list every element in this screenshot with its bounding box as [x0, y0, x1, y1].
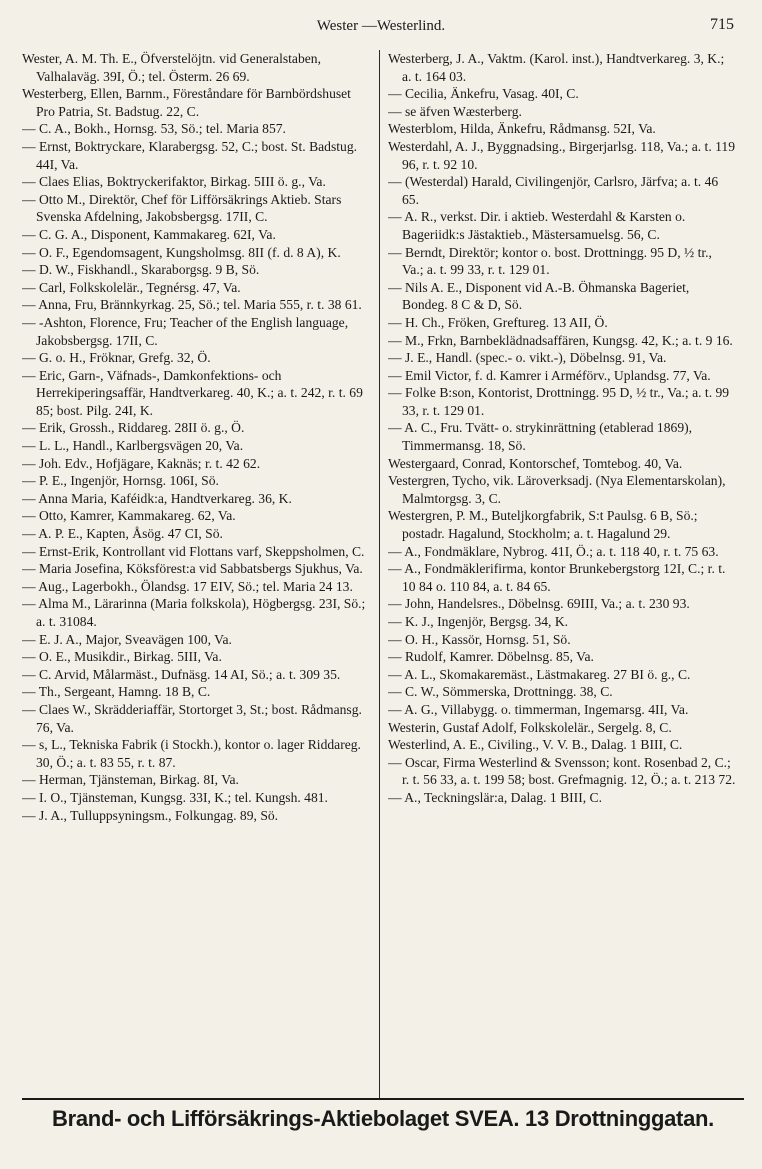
directory-entry: — Claes W., Skrädderiaffär, Stortorget 3, St.; bost. Rådmansg. 76, Va. [22, 701, 362, 735]
page-number: 715 [710, 16, 734, 33]
directory-entry: Westergaard, Conrad, Kontorschef, Tomtebog. 40, Va. [388, 455, 683, 471]
directory-entry: — Erik, Grossh., Riddareg. 28II ö. g., Ö. [22, 420, 245, 436]
directory-entry: — Anna, Fru, Brännkyrkag. 25, Sö.; tel. Maria 555, r. t. 38 61. [22, 297, 362, 313]
directory-entry: — Ernst-Erik, Kontrollant vid Flottans varf, Skeppsholmen, C. [22, 543, 365, 559]
directory-entry: — John, Handelsres., Döbelnsg. 69III, Va.; a. t. 230 93. [388, 596, 690, 612]
directory-entry: Vestergren, Tycho, vik. Läroverksadj. (Nya Elementarskolan), Malmtorgsg. 3, C. [388, 473, 726, 506]
directory-entry: — se äfven Wæsterberg. [388, 103, 522, 119]
directory-entry: — A., Fondmäklare, Nybrog. 41I, Ö.; a. t. 118 40, r. t. 75 63. [388, 543, 719, 559]
directory-entry: — Ernst, Boktryckare, Klarabergsg. 52, C.; bost. St. Badstug. 44I, Va. [22, 138, 358, 172]
directory-entry: — Rudolf, Kamrer. Döbelnsg. 85, Va. [388, 649, 594, 665]
running-head: Wester —Westerlind. [316, 18, 446, 34]
directory-entry: — K. J., Ingenjör, Bergsg. 34, K. [388, 614, 569, 629]
directory-entry: — Anna Maria, Kaféidk:a, Handtverkareg. 36, K. [22, 490, 292, 506]
directory-entry: — (Westerdal) Harald, Civilingenjör, Carlsro, Järfva; a. t. 46 65. [388, 174, 719, 207]
directory-entry: — A., Fondmäklerifirma, kontor Brunkebergstorg 12I, C.; r. t. 10 84 o. 110 84, a. t. 84 65. [388, 561, 726, 594]
directory-entry: Westerblom, Hilda, Änkefru, Rådmansg. 52I, Va. [388, 121, 656, 137]
directory-entry: — J. A., Tulluppsyningsm., Folkungag. 89, Sö. [22, 807, 279, 823]
directory-entry: — C. Arvid, Målarmäst., Dufnäsg. 14 AI, Sö.; a. t. 309 35. [22, 666, 341, 682]
directory-entry: — Berndt, Direktör; kontor o. bost. Drottningg. 95 D, ½ tr., Va.; a. t. 99 33, r. t. 129 01. [388, 244, 712, 278]
directory-entry: — C. A., Bokh., Hornsg. 53, Sö.; tel. Maria 857. [22, 121, 286, 137]
directory-entry: — J. E., Handl. (spec.- o. vikt.-), Döbelnsg. 91, Va. [388, 350, 667, 366]
directory-entry: — Eric, Garn-, Väfnads-, Damkonfektions- och Herrekiperingsaffär, Handtverkareg. 40, K.; a. t. 242, r. t. 69 85; bost. Pilg. 24I, K. [22, 367, 363, 418]
column-divider [379, 50, 380, 1098]
directory-entry: Westerlind, A. E., Civiling., V. V. B., Dalag. 1 BIII, C. [388, 737, 683, 753]
directory-entry: — A. G., Villabygg. o. timmerman, Ingemarsg. 4II, Va. [388, 701, 689, 717]
directory-entry: — Folke B:son, Kontorist, Drottningg. 95 D, ½ tr., Va.; a. t. 99 33, r. t. 129 01. [388, 385, 730, 418]
directory-entry: — Th., Sergeant, Hamng. 18 B, C. [22, 684, 211, 700]
right-column [388, 50, 736, 1098]
directory-entry: — P. E., Ingenjör, Hornsg. 106I, Sö. [22, 473, 219, 489]
directory-entry: — Aug., Lagerbokh., Ölandsg. 17 EIV, Sö.; tel. Maria 24 13. [22, 578, 353, 594]
page-header [0, 16, 762, 40]
directory-entry: — Claes Elias, Boktryckerifaktor, Birkag. 5III ö. g., Va. [22, 174, 326, 190]
left-column [22, 50, 372, 1098]
directory-entry: — Otto, Kamrer, Kammakareg. 62, Va. [22, 508, 236, 524]
footer-divider [22, 1098, 744, 1100]
directory-entry: — M., Frkn, Barnbeklädnadsaffären, Kungsg. 42, K.; a. t. 9 16. [388, 332, 733, 348]
directory-entry: — I. O., Tjänsteman, Kungsg. 33I, K.; tel. Kungsh. 481. [22, 789, 328, 805]
directory-entry: — Emil Victor, f. d. Kamrer i Arméförv., Uplandsg. 77, Va. [388, 367, 711, 383]
directory-entry: — A. P. E., Kapten, Åsög. 47 CI, Sö. [22, 526, 223, 542]
directory-entry: — H. Ch., Fröken, Greftureg. 13 AII, Ö. [388, 314, 608, 330]
directory-entry: — Joh. Edv., Hofjägare, Kaknäs; r. t. 42 62. [22, 455, 261, 471]
directory-entry: — Oscar, Firma Westerlind & Svensson; kont. Rosenbad 2, C.; r. t. 56 33, a. t. 199 58; bost. Grefmagnig. 12, Ö.; a. t. 213 72. [388, 754, 736, 788]
directory-entry: — C. G. A., Disponent, Kammakareg. 62I, Va. [22, 226, 276, 242]
directory-entry: Westerdahl, A. J., Byggnadsing., Birgerjarlsg. 118, Va.; a. t. 119 96, r. t. 92 10. [388, 138, 736, 172]
directory-entry: — s, L., Tekniska Fabrik (i Stockh.), kontor o. lager Riddareg. 30, Ö.; a. t. 83 55, r. t. 87. [22, 737, 361, 770]
directory-entry: — Cecilia, Änkefru, Vasag. 40I, C. [388, 86, 579, 102]
directory-entry: — C. W., Sömmerska, Drottningg. 38, C. [388, 684, 613, 700]
directory-entry: — Carl, Folkskolelär., Tegnérsg. 47, Va. [22, 279, 241, 295]
directory-entry: — Alma M., Lärarinna (Maria folkskola), Högbergsg. 23I, Sö.; a. t. 31084. [22, 596, 366, 629]
directory-entry: — A. R., verkst. Dir. i aktieb. Westerdahl & Karsten o. Bageriidk:s Jästaktieb., Mästersamuelsg. 56, C. [388, 209, 686, 242]
directory-entry: — L. L., Handl., Karlbergsvägen 20, Va. [22, 438, 244, 454]
directory-entry: — A. L., Skomakaremäst., Lästmakareg. 27 BI ö. g., C. [388, 666, 691, 682]
directory-entry: Westergren, P. M., Buteljkorgfabrik, S:t Paulsg. 6 B, Sö.; postadr. Hagalund, Stockholm; a. t. Hagalund 29. [388, 508, 698, 542]
directory-entry: — A. C., Fru. Tvätt- o. strykinrättning (etablerad 1869), Timmermansg. 18, Sö. [388, 420, 693, 454]
directory-entry: Westerberg, Ellen, Barnm., Föreståndare för Barnbördshuset Pro Patria, St. Badstug. 22, C. [22, 86, 351, 119]
directory-entry: — O. E., Musikdir., Birkag. 5III, Va. [22, 649, 222, 665]
directory-entry: — O. H., Kassör, Hornsg. 51, Sö. [388, 631, 571, 647]
directory-entry: Wester, A. M. Th. E., Öfverstelöjtn. vid Generalstaben, Valhalaväg. 39I, Ö.; tel. Österm. 26 69. [22, 51, 321, 84]
directory-entry: — Herman, Tjänsteman, Birkag. 8I, Va. [22, 772, 239, 788]
directory-entry: — Otto M., Direktör, Chef för Lifförsäkrings Aktieb. Stars Svenska Afdelning, Jakobsbergsg. 17II, C. [22, 191, 342, 225]
directory-entry: — -Ashton, Florence, Fru; Teacher of the English language, Jakobsbergsg. 17II, C. [22, 314, 349, 348]
directory-entry: — Maria Josefina, Köksförest:a vid Sabbatsbergs Sjukhus, Va. [22, 561, 363, 577]
directory-entry: — D. W., Fiskhandl., Skaraborgsg. 9 B, Sö. [22, 262, 260, 278]
directory-columns [22, 50, 744, 1098]
footer-advert: Brand- och Lifförsäkrings-Aktiebolaget SVEA. 13 Drottninggatan. [52, 1106, 714, 1131]
directory-entry: — Nils A. E., Disponent vid A.-B. Öhmanska Bageriet, Bondeg. 8 C & D, Sö. [388, 279, 690, 313]
directory-entry: — G. o. H., Fröknar, Grefg. 32, Ö. [22, 350, 211, 366]
directory-entry: Westerberg, J. A., Vaktm. (Karol. inst.), Handtverkareg. 3, K.; a. t. 164 03. [388, 51, 725, 84]
directory-entry: — O. F., Egendomsagent, Kungsholmsg. 8II (f. d. 8 A), K. [22, 244, 341, 260]
directory-entry: — A., Teckningslär:a, Dalag. 1 BIII, C. [388, 789, 602, 805]
directory-entry: — E. J. A., Major, Sveavägen 100, Va. [22, 631, 232, 647]
directory-entry: Westerin, Gustaf Adolf, Folkskolelär., Sergelg. 8, C. [388, 719, 672, 735]
